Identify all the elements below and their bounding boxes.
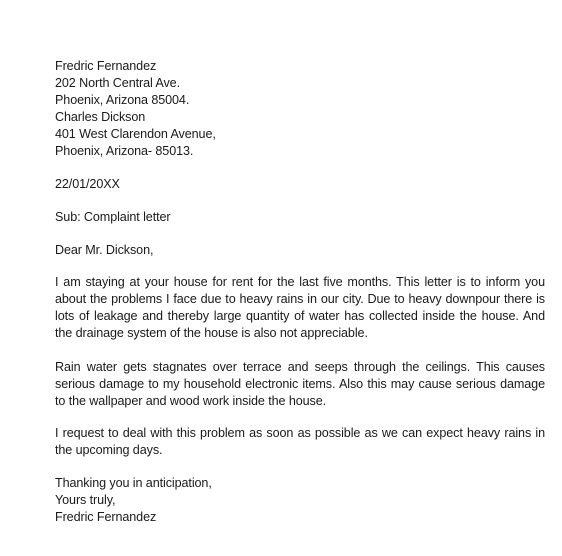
sender-name: Fredric Fernandez — [55, 59, 157, 73]
closing-valediction: Yours truly, — [55, 493, 116, 507]
closing-line: Thanking you in anticipation, — [55, 476, 212, 490]
recipient-name: Charles Dickson — [55, 110, 146, 124]
body-paragraph-3: I request to deal with this problem as soon as possible as we can expect heavy rains in the upcoming days. — [55, 426, 545, 457]
sender-address-line2: Phoenix, Arizona 85004. — [55, 93, 190, 107]
signature-name: Fredric Fernandez — [55, 510, 157, 524]
sender-block — [55, 58, 545, 109]
recipient-block — [55, 109, 545, 160]
recipient-address-line1: 401 West Clarendon Avenue, — [55, 127, 216, 141]
closing-block — [55, 475, 545, 526]
recipient-address-line2: Phoenix, Arizona- 85013. — [55, 144, 194, 158]
letter-date: 22/01/20XX — [55, 177, 120, 191]
letter-subject: Sub: Complaint letter — [55, 210, 171, 224]
body-paragraph-2: Rain water gets stagnates over terrace and seeps through the ceilings. This causes serious damage to my household electronic items. Also this may cause serious damage to the wallpaper and wood work inside the house. — [55, 360, 545, 408]
sender-address-line1: 202 North Central Ave. — [55, 76, 180, 90]
complaint-letter — [55, 58, 545, 526]
body-paragraph-1: I am staying at your house for rent for the last five months. This letter is to inform you about the problems I face due to heavy rains in our city. Due to heavy downpour there is lots of leakage and thereby large quantity of water has collected inside the house. And the drainage system of the house is also not appreciable. — [55, 275, 545, 340]
letter-salutation: Dear Mr. Dickson, — [55, 243, 154, 257]
